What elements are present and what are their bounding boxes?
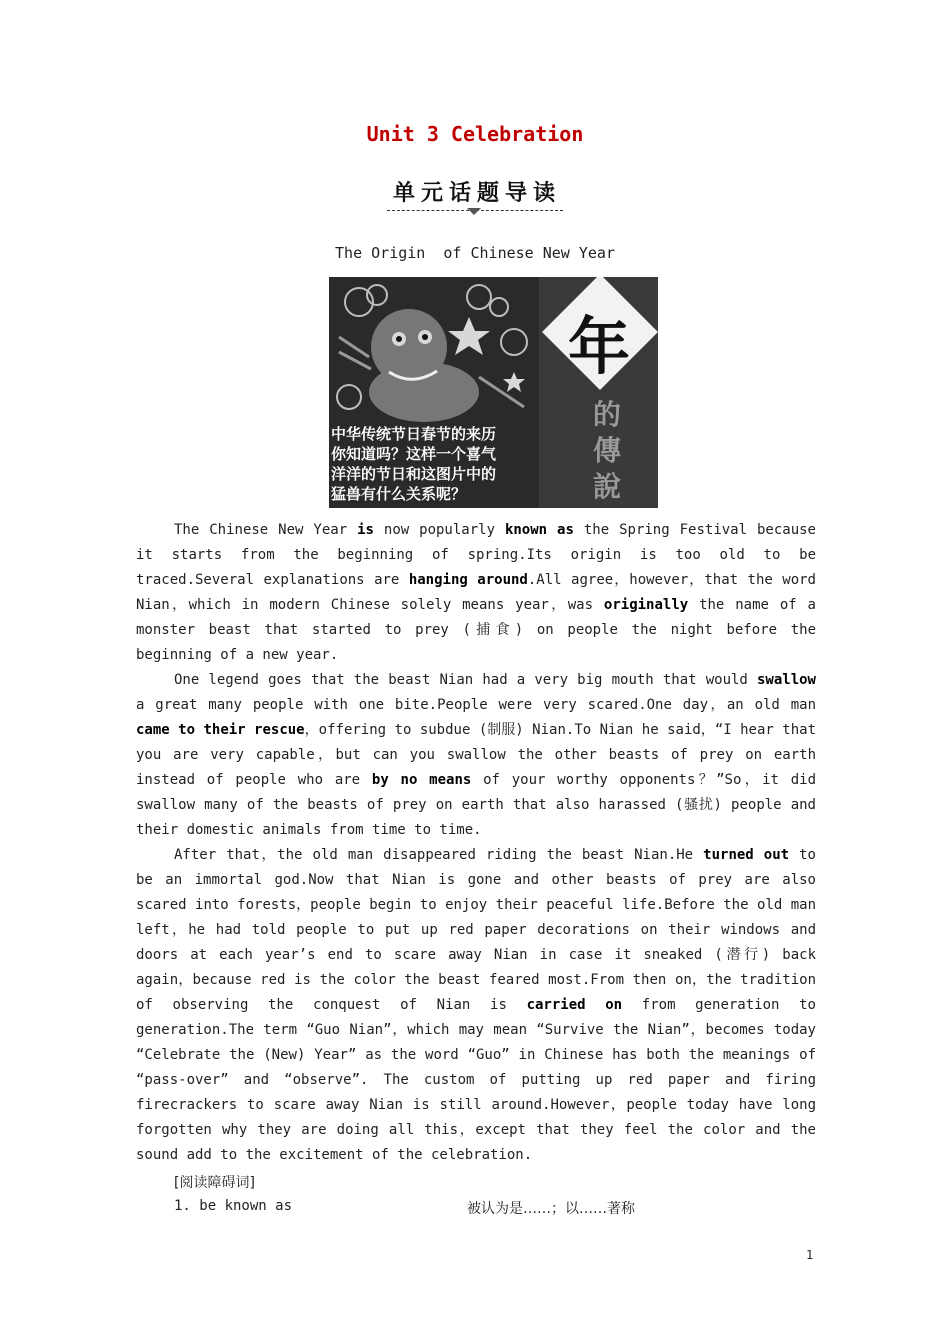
key-phrase: by no means bbox=[371, 772, 472, 788]
caption-line: 猛兽有什么关系呢？ bbox=[331, 485, 467, 503]
vocab-term: 1. be known as bbox=[174, 1198, 293, 1214]
key-phrase: came to their rescue bbox=[136, 722, 305, 738]
vertical-title bbox=[587, 397, 627, 505]
article-title: The Origin of Chinese New Year bbox=[335, 244, 615, 262]
vocab-heading: [阅读障碍词] bbox=[174, 1175, 255, 1191]
down-arrow-icon bbox=[467, 208, 481, 215]
paragraph-1: The Chinese New Year is now popularly known as the Spring Festival because it starts from the beginning of spring.Its origin is too old to be traced.Several explanations are hanging around.All agree，however，that the word Nian，which in modern Chinese solely means year，was originally the name of a monster beast that started to prey (捕食) on people the night before the beginning of a new year. bbox=[136, 522, 816, 663]
vertical-char: 傳 bbox=[592, 434, 621, 467]
paragraph-2: One legend goes that the beast Nian had a very big mouth that would swallow a great many people with one bite.People were very scared.One day，an old man came to their rescue，offering to subdue (制服) Nian.To Nian he said，“I hear that you are very capable，but can you swallow the other beasts of prey on earth instead of people who are by no means of your worthy opponents？”So，it did swallow many of the beasts of prey on earth that also harassed (骚扰) people and their domestic animals from time to time. bbox=[136, 672, 817, 838]
vertical-char: 說 bbox=[592, 470, 621, 503]
caption-line: 洋洋的节日和这图片中的 bbox=[331, 465, 497, 483]
key-phrase: hanging around bbox=[408, 572, 528, 588]
caption-line: 中华传统节日春节的来历 bbox=[331, 425, 497, 443]
nian-character: 年 bbox=[567, 310, 630, 383]
vertical-char: 的 bbox=[592, 398, 621, 431]
key-phrase: swallow bbox=[756, 672, 816, 688]
section-heading-text: 单元话题导读 bbox=[387, 176, 563, 211]
picture-caption bbox=[331, 424, 541, 504]
key-phrase: carried on bbox=[526, 997, 623, 1013]
caption-line: 你知道吗？这样一个喜气 bbox=[331, 445, 497, 463]
key-phrase: turned out bbox=[703, 847, 790, 863]
key-phrase: known as bbox=[504, 522, 574, 538]
section-heading bbox=[0, 176, 950, 211]
unit-title: Unit 3 Celebration bbox=[366, 122, 584, 146]
page-number: 1 bbox=[806, 1248, 814, 1262]
illustration-image bbox=[329, 277, 658, 508]
vocab-definition: 被认为是……；以……著称 bbox=[467, 1201, 635, 1217]
paragraph-3: After that，the old man disappeared riding the beast Nian.He turned out to be an immortal god.Now that Nian is gone and other beasts of prey are also scared into forests，people begin to enjoy their peaceful life.Before the old man left，he had told people to put up red paper decorations on their windows and doors at each year’s end to scare away Nian in case it sneaked (潜行) back again，because red is the color the beast feared most.From then on，the tradition of observing the conquest of Nian is carried on from generation to generation.The term “Guo Nian”，which may mean “Survive the Nian”，becomes today “Celebrate the (New) Year” as the word “Guo” in Chinese has both the meanings of “pass-over” and “observe”. The custom of putting up red paper and firing firecrackers to scare away Nian is still around.However，people today have long forgotten why they are doing all this，except that they feel the color and the sound add to the excitement of the celebration. bbox=[136, 847, 816, 1163]
key-phrase: originally bbox=[603, 597, 689, 613]
article-body bbox=[136, 518, 816, 1168]
key-phrase: is bbox=[357, 522, 374, 538]
